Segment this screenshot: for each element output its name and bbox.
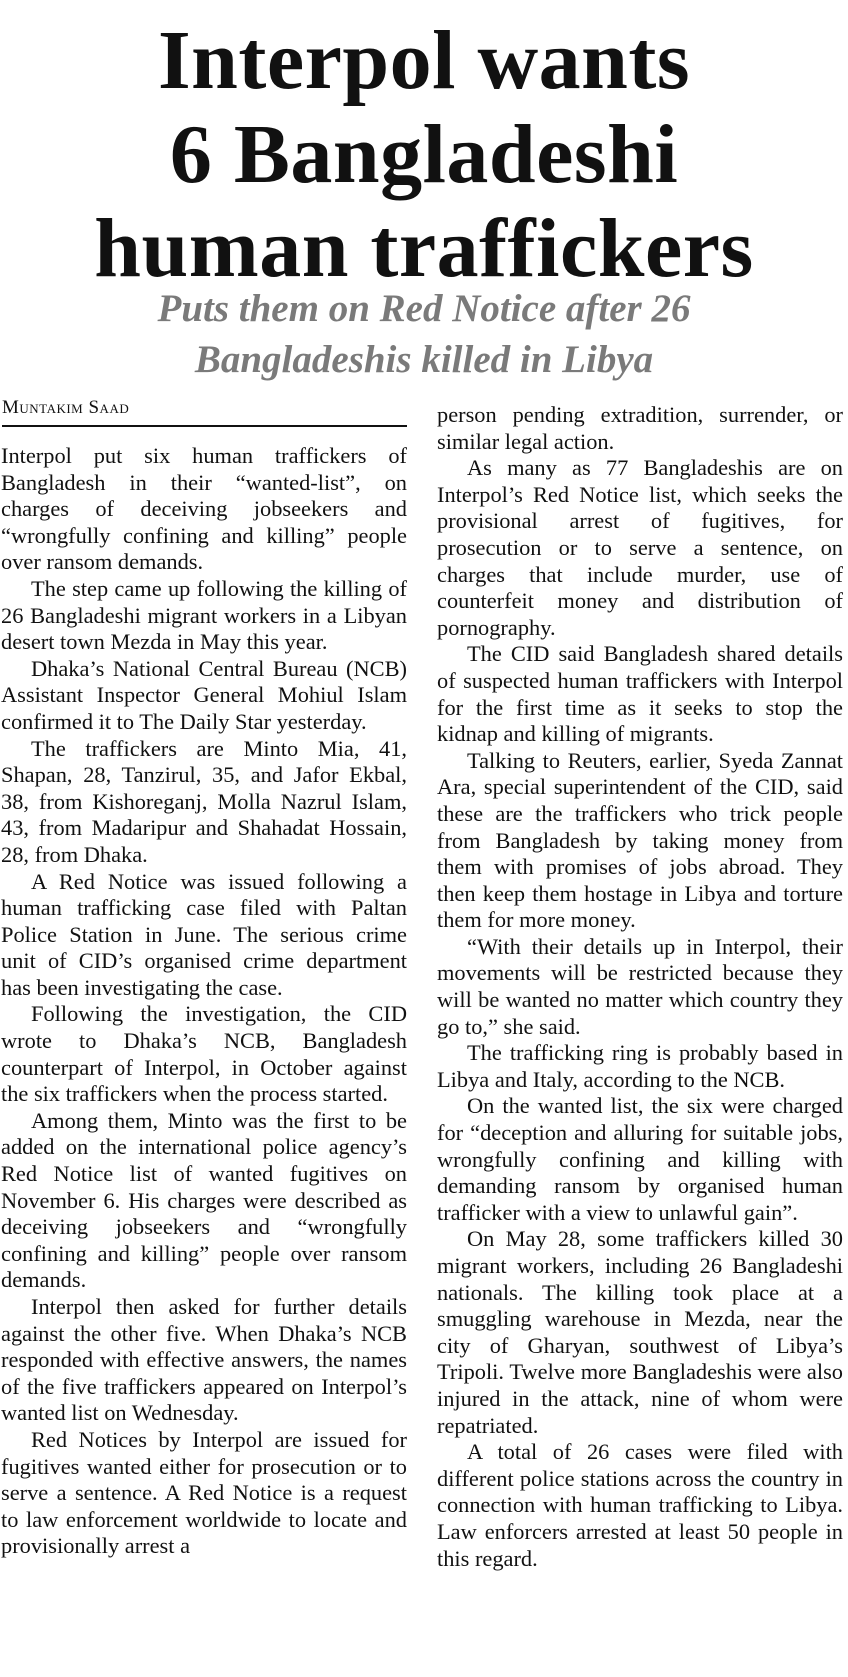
paragraph: Following the investigation, the CID wrote to Dhaka’s NCB, Bangladesh counterpart of Interpol, in October against the six traffickers when the process started. [1,1001,407,1107]
article-column-right [437,402,843,1572]
paragraph: Among them, Minto was the first to be added on the international police agency’s Red Notice list of wanted fugitives on November 6. His charges were described as deceiving jobseekers and “wrongfully confining and killing” people over ransom demands. [1,1107,407,1293]
paragraph: The trafficking ring is probably based in Libya and Italy, according to the NCB. [437,1040,843,1092]
paragraph: A total of 26 cases were filed with different police stations across the country in connection with human trafficking to Libya. Law enforcers arrested at least 50 people in this regard. [437,1439,843,1571]
paragraph: Dhaka’s National Central Bureau (NCB) Assistant Inspector General Mohiul Islam confirmed it to The Daily Star yesterday. [1,655,407,734]
paragraph: The traffickers are Minto Mia, 41, Shapan, 28, Tanzirul, 35, and Jafor Ekbal, 38, from Kishoreganj, Molla Nazrul Islam, 43, from Madaripur and Shahadat Hossain, 28, from Dhaka. [1,735,407,867]
paragraph: The CID said Bangladesh shared details of suspected human traffickers with Interpol for the first time as it seeks to stop the kidnap and killing of migrants. [437,641,843,747]
paragraph: “With their details up in Interpol, their movements will be restricted because they will be wanted no matter which country they go to,” she said. [437,933,843,1039]
paragraph: As many as 77 Bangladeshis are on Interpol’s Red Notice list, which seeks the provisional arrest of fugitives, for prosecution or to serve a sentence, on charges that include murder, use of counterfeit money and distribution of pornography. [437,455,843,640]
paragraph: Talking to Reuters, earlier, Syeda Zannat Ara, special superintendent of the CID, said these are the traffickers who trick people from Bangladesh by taking money from them with promises of jobs abroad. They then keep them hostage in Libya and torture them for more money. [437,747,843,933]
paragraph-continuation: person pending extradition, surrender, or similar legal action. [437,402,843,454]
headline-line: human traffickers [94,202,754,295]
paragraph: On May 28, some traffickers killed 30 migrant workers, including 26 Bangladeshi nationals. The killing took place at a smuggling warehouse in Mezda, near the city of Gharyan, southwest of Libya’s Tripoli. Twelve more Bangladeshis were also injured in the attack, nine of whom were repatriated. [437,1226,843,1438]
subheadline-line: Bangladeshis killed in Libya [194,338,654,381]
article-column-left [1,443,407,1560]
byline: Muntakim Saad [2,397,407,427]
paragraph: The step came up following the killing of 26 Bangladeshi migrant workers in a Libyan desert town Mezda in May this year. [1,575,407,655]
headline-line: 6 Bangladeshi [169,108,679,201]
subheadline-line: Puts them on Red Notice after 26 [157,287,691,330]
paragraph: Red Notices by Interpol are issued for fugitives wanted either for prosecution or to serve a sentence. A Red Notice is a request to law enforcement worldwide to locate and provisionally arrest a [1,1426,407,1559]
subheadline [0,283,848,385]
headline-line: Interpol wants [157,14,691,107]
paragraph: Interpol then asked for further details against the other five. When Dhaka’s NCB responded with effective answers, the names of the five traffickers appeared on Interpol’s wanted list on Wednesday. [1,1294,407,1426]
paragraph: On the wanted list, the six were charged for “deception and alluring for suitable jobs, wrongfully confining and killing with demanding ransom by organised human trafficker with a view to unlawful gain”. [437,1093,843,1225]
paragraph: A Red Notice was issued following a human trafficking case filed with Paltan Police Station in June. The serious crime unit of CID’s organised crime department has been investigating the case. [1,868,407,1000]
paragraph: Interpol put six human traffickers of Bangladesh in their “wanted-list”, on charges of deceiving jobseekers and “wrongfully confining and killing” people over ransom demands. [1,443,407,575]
headline [0,14,848,296]
